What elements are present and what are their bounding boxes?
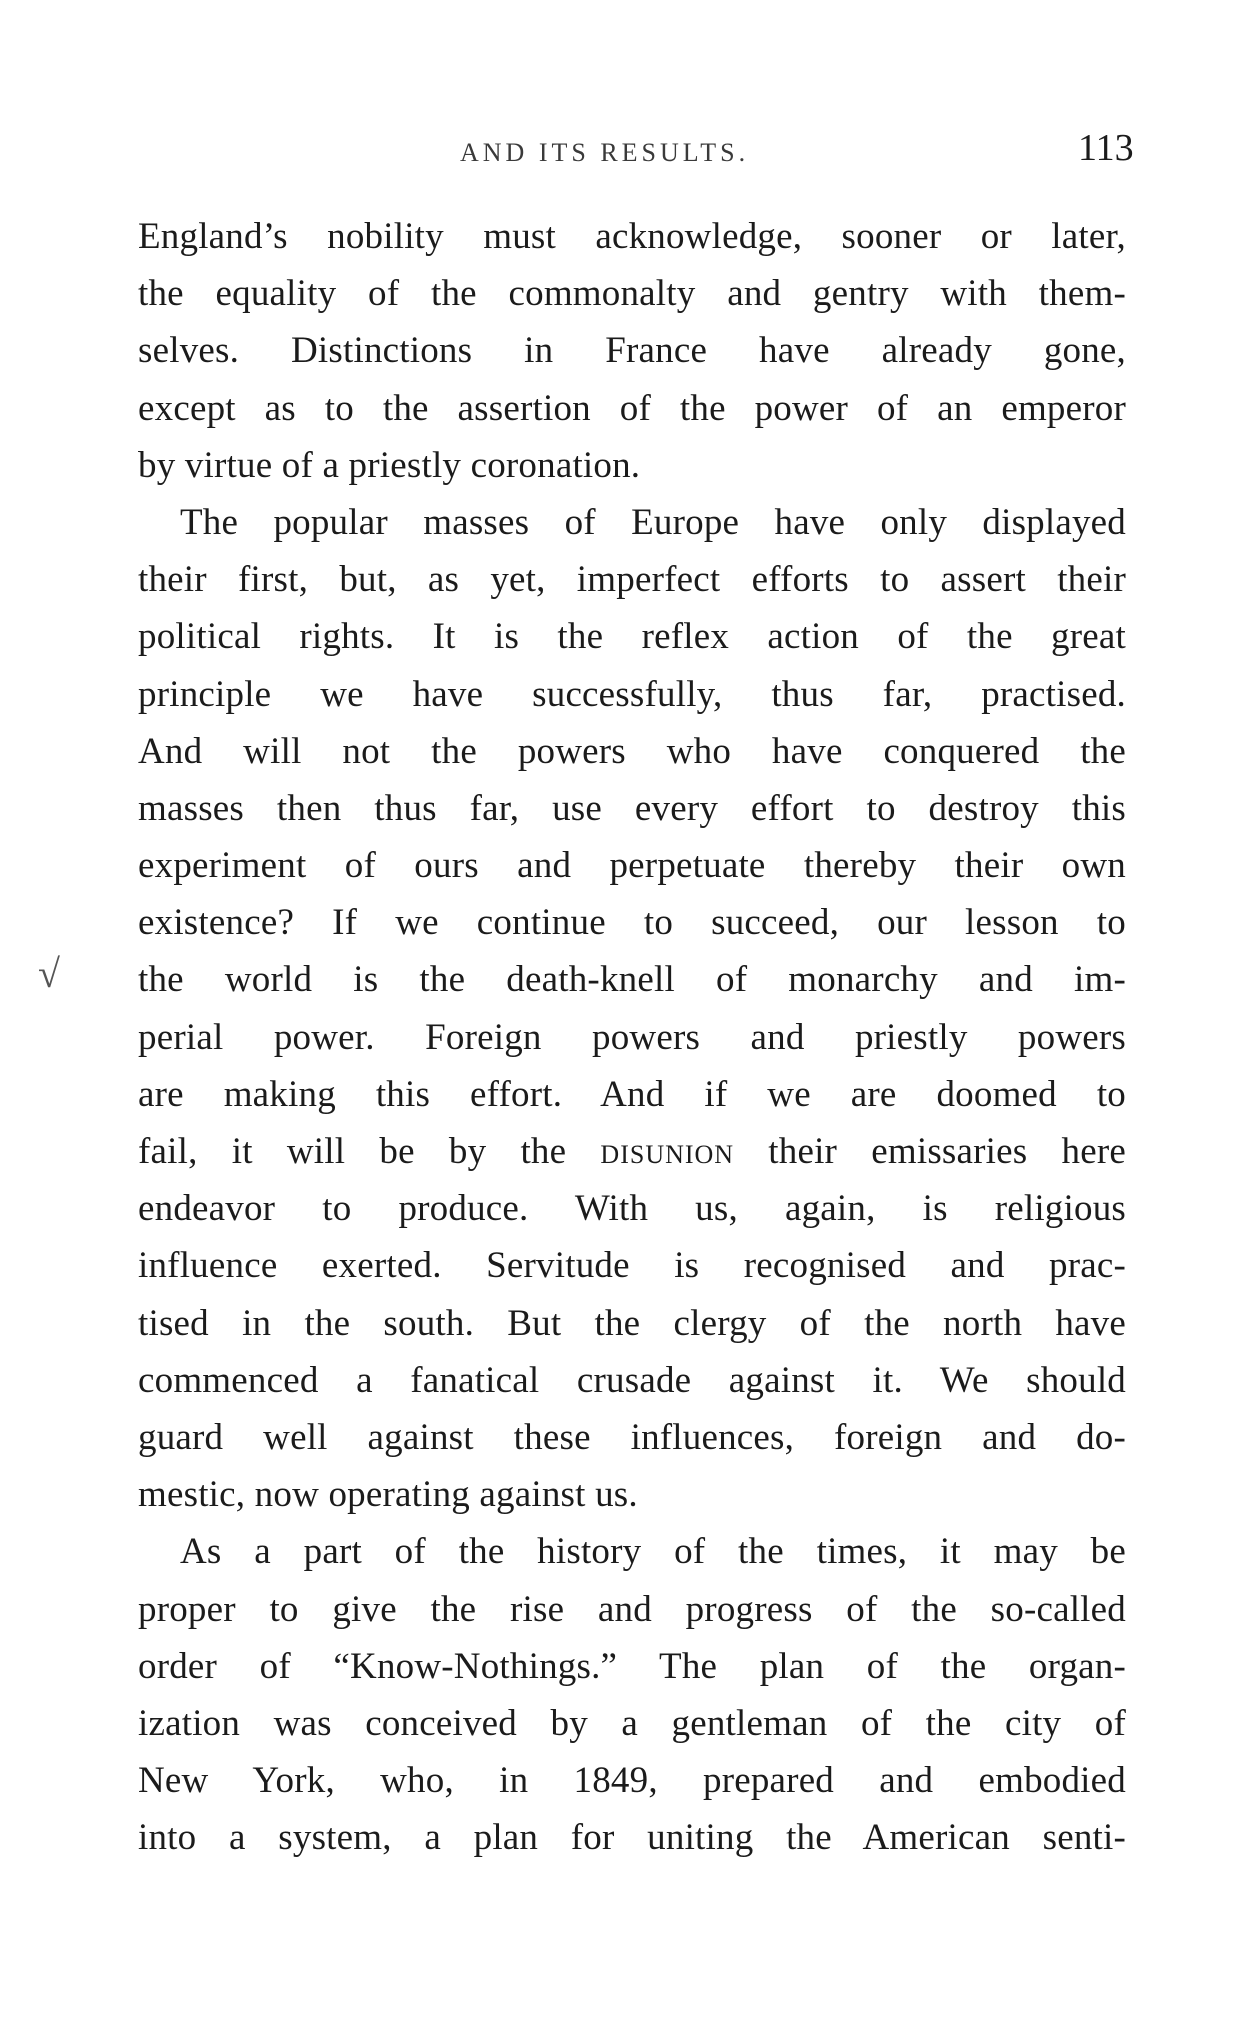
text-line: existence? If we continue to succeed, our lesson to (138, 902, 1126, 944)
text-line: order of “Know-Nothings.” The plan of the organ- (138, 1645, 1126, 1687)
text-line: their first, but, as yet, imperfect efforts to assert their (138, 559, 1126, 601)
smallcaps-word: disunion (600, 1131, 735, 1172)
text-line: guard well against these influences, foreign and do- (138, 1416, 1126, 1458)
text-line: ization was conceived by a gentleman of the city of (138, 1702, 1126, 1744)
text-line: the equality of the commonalty and gentry with them- (138, 273, 1126, 315)
text-fragment: fail, it will be by the (138, 1131, 567, 1172)
text-line: As a part of the history of the times, it may be (180, 1531, 1126, 1573)
text-line: And will not the powers who have conquered the (138, 730, 1126, 772)
running-head: AND ITS RESULTS. (460, 138, 750, 167)
text-line: are making this effort. And if we are doomed to (138, 1073, 1126, 1115)
text-line: The popular masses of Europe have only displayed (180, 501, 1126, 543)
text-fragment: their emissaries here (768, 1131, 1126, 1172)
text-line: political rights. It is the reflex action of the great (138, 616, 1126, 658)
text-line-with-smallcaps (138, 1123, 1126, 1180)
text-line: by virtue of a priestly coronation. (138, 444, 641, 486)
text-line: endeavor to produce. With us, again, is religious (138, 1188, 1126, 1230)
text-line: proper to give the rise and progress of the so-called (138, 1588, 1126, 1630)
text-line: perial power. Foreign powers and priestly powers (138, 1016, 1126, 1058)
text-line: England’s nobility must acknowledge, sooner or later, (138, 216, 1126, 257)
text-line: the world is the death-knell of monarchy and im- (138, 959, 1126, 1001)
text-line: commenced a fanatical crusade against it. We should (138, 1359, 1126, 1401)
text-line: principle we have successfully, thus far, practised. (138, 673, 1126, 715)
text-line: except as to the assertion of the power of an emperor (138, 387, 1126, 429)
text-line: into a system, a plan for uniting the American senti- (138, 1817, 1126, 1859)
text-line: experiment of ours and perpetuate thereby their own (138, 845, 1126, 887)
margin-pencil-mark: √ (38, 951, 60, 996)
text-line: mestic, now operating against us. (138, 1474, 638, 1516)
text-line: masses then thus far, use every effort to destroy this (138, 787, 1126, 829)
text-line: tised in the south. But the clergy of the north have (138, 1302, 1126, 1344)
body-text (138, 208, 1126, 1866)
text-line: New York, who, in 1849, prepared and embodied (138, 1760, 1126, 1802)
text-line: selves. Distinctions in France have already gone, (138, 330, 1126, 372)
text-line: influence exerted. Servitude is recognised and prac- (138, 1245, 1126, 1287)
page-number: 113 (1078, 127, 1134, 169)
